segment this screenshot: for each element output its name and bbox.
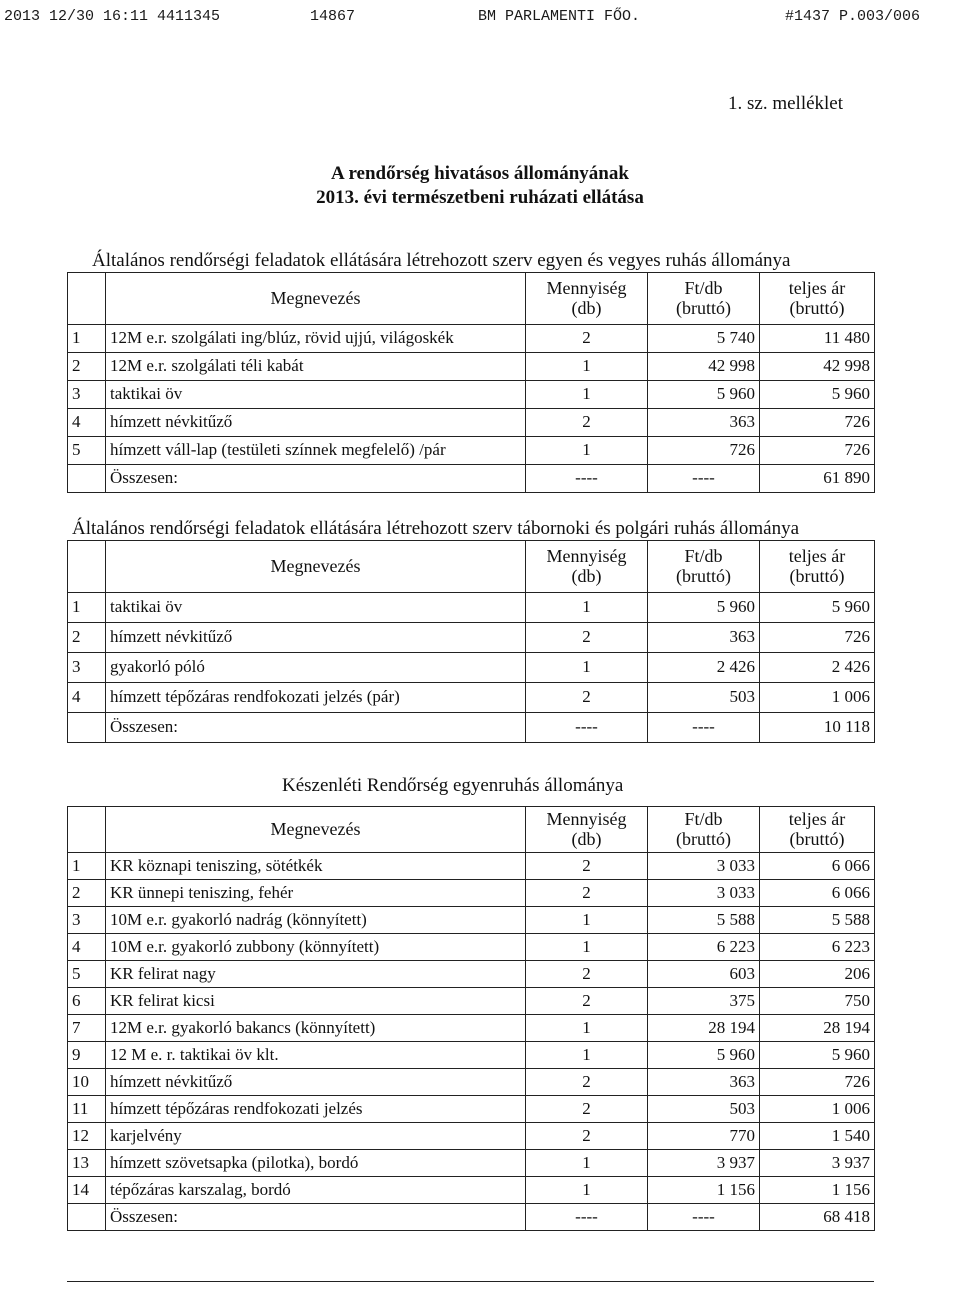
header-total-price-line-2: (bruttó) — [789, 565, 845, 586]
row-quantity: 2 — [526, 1096, 648, 1123]
row-unit-price: 3 033 — [648, 853, 760, 880]
row-item-name: hímzett névkitűző — [106, 1069, 526, 1096]
row-total-price: 11 480 — [760, 325, 875, 353]
table-row — [68, 353, 875, 381]
header-unit-price-line-1: Ft/db — [684, 808, 723, 829]
row-total-price: 726 — [760, 623, 875, 653]
row-item-name: 12 M e. r. taktikai öv klt. — [106, 1042, 526, 1069]
header-quantity — [526, 807, 648, 853]
table-header-row — [68, 807, 875, 853]
document-title-line-2: 2013. évi természetbeni ruházati ellátása — [316, 187, 644, 208]
table-row — [68, 1150, 875, 1177]
annex-label: 1. sz. melléklet — [728, 93, 844, 114]
row-quantity: 1 — [526, 1042, 648, 1069]
header-unit-price — [648, 273, 760, 325]
table-row — [68, 381, 875, 409]
header-quantity-line-2: (db) — [571, 565, 602, 586]
header-total-price-line-2: (bruttó) — [789, 297, 845, 318]
row-quantity: 2 — [526, 325, 648, 353]
row-total-price: 1 006 — [760, 683, 875, 713]
row-item-name: taktikai öv — [106, 381, 526, 409]
header-total-price-line-1: teljes ár — [788, 808, 846, 829]
table-row — [68, 683, 875, 713]
row-item-name: KR felirat kicsi — [106, 988, 526, 1015]
row-item-name: 10M e.r. gyakorló nadrág (könnyített) — [106, 907, 526, 934]
row-item-name: taktikai öv — [106, 593, 526, 623]
table-row — [68, 1177, 875, 1204]
header-unit-price — [648, 541, 760, 593]
row-unit-price: 3 033 — [648, 880, 760, 907]
header-unit-price-line-1: Ft/db — [684, 545, 723, 566]
row-item-name: KR köznapi teniszing, sötétkék — [106, 853, 526, 880]
header-quantity — [526, 541, 648, 593]
table-row — [68, 1123, 875, 1150]
row-number: 4 — [68, 409, 106, 437]
bottom-divider — [67, 1281, 874, 1282]
row-item-name: KR felirat nagy — [106, 961, 526, 988]
header-total-price — [760, 541, 875, 593]
table-row — [68, 880, 875, 907]
row-unit-price: 1 156 — [648, 1177, 760, 1204]
row-item-name: 10M e.r. gyakorló zubbony (könnyített) — [106, 934, 526, 961]
header-total-price — [760, 807, 875, 853]
table-row — [68, 409, 875, 437]
row-total-price: 6 223 — [760, 934, 875, 961]
row-quantity: 1 — [526, 934, 648, 961]
row-number: 5 — [68, 437, 106, 465]
row-number: 3 — [68, 653, 106, 683]
header-unit-price-line-2: (bruttó) — [676, 565, 731, 586]
total-row — [68, 1204, 875, 1231]
row-total-price: 5 960 — [760, 381, 875, 409]
row-quantity: 2 — [526, 988, 648, 1015]
header-unit-price-line-2: (bruttó) — [676, 828, 731, 849]
row-unit-price: 5 588 — [648, 907, 760, 934]
row-quantity: 1 — [526, 353, 648, 381]
row-quantity: 1 — [526, 1150, 648, 1177]
header-number-cell — [68, 541, 106, 593]
row-number: 5 — [68, 961, 106, 988]
row-unit-price: 6 223 — [648, 934, 760, 961]
table-row — [68, 325, 875, 353]
table-row — [68, 853, 875, 880]
header-number-cell — [68, 273, 106, 325]
row-item-name: hímzett tépőzáras rendfokozati jelzés — [106, 1096, 526, 1123]
fax-sender: BM PARLAMENTI FŐO. — [478, 8, 641, 25]
header-unit-price-line-1: Ft/db — [684, 277, 723, 298]
table-row — [68, 934, 875, 961]
row-unit-price: 5 960 — [648, 381, 760, 409]
total-quantity: ---- — [526, 1204, 648, 1231]
total-unit-price: ---- — [648, 1204, 760, 1231]
table-row — [68, 623, 875, 653]
row-unit-price: 5 960 — [648, 1042, 760, 1069]
row-number: 10 — [68, 1069, 106, 1096]
header-quantity-line-2: (db) — [571, 297, 602, 318]
header-total-price-line-1: teljes ár — [788, 277, 846, 298]
row-number: 2 — [68, 880, 106, 907]
header-unit-price-line-2: (bruttó) — [676, 297, 731, 318]
row-item-name: karjelvény — [106, 1123, 526, 1150]
header-quantity-line-1: Mennyiség — [546, 277, 627, 298]
section-heading-1: Általános rendőrségi feladatok ellátására létrehozott szerv egyen és vegyes ruhás állománya — [92, 250, 791, 271]
row-unit-price: 5 960 — [648, 593, 760, 623]
header-total-price — [760, 273, 875, 325]
row-item-name: hímzett névkitűző — [106, 623, 526, 653]
total-amount: 10 118 — [760, 713, 875, 743]
row-unit-price: 770 — [648, 1123, 760, 1150]
header-total-price-line-1: teljes ár — [788, 545, 846, 566]
header-quantity — [526, 273, 648, 325]
items-table-1 — [67, 272, 875, 493]
total-label: Összesen: — [106, 713, 526, 743]
row-item-name: hímzett szövetsapka (pilotka), bordó — [106, 1150, 526, 1177]
row-total-price: 3 937 — [760, 1150, 875, 1177]
row-number: 12 — [68, 1123, 106, 1150]
row-total-price: 1 006 — [760, 1096, 875, 1123]
row-total-price: 28 194 — [760, 1015, 875, 1042]
fax-header — [0, 8, 960, 28]
header-quantity-line-1: Mennyiség — [546, 545, 627, 566]
row-total-price: 5 960 — [760, 1042, 875, 1069]
header-quantity-line-2: (db) — [571, 828, 602, 849]
row-number: 3 — [68, 381, 106, 409]
row-quantity: 1 — [526, 381, 648, 409]
row-quantity: 2 — [526, 683, 648, 713]
row-number: 4 — [68, 683, 106, 713]
total-label: Összesen: — [106, 1204, 526, 1231]
table-row — [68, 1096, 875, 1123]
fax-page-number: #1437 P.003/006 — [785, 8, 921, 25]
fax-code: 14867 — [310, 8, 356, 25]
row-number: 14 — [68, 1177, 106, 1204]
row-number: 3 — [68, 907, 106, 934]
row-unit-price: 375 — [648, 988, 760, 1015]
total-row — [68, 713, 875, 743]
row-item-name: hímzett névkitűző — [106, 409, 526, 437]
row-quantity: 1 — [526, 653, 648, 683]
row-total-price: 6 066 — [760, 880, 875, 907]
total-amount: 61 890 — [760, 465, 875, 493]
table-row — [68, 437, 875, 465]
header-quantity-line-1: Mennyiség — [546, 808, 627, 829]
total-amount: 68 418 — [760, 1204, 875, 1231]
table-header-row — [68, 273, 875, 325]
row-quantity: 1 — [526, 437, 648, 465]
row-total-price: 1 156 — [760, 1177, 875, 1204]
items-table-2 — [67, 540, 875, 743]
table-row — [68, 593, 875, 623]
row-total-price: 726 — [760, 437, 875, 465]
row-number: 1 — [68, 325, 106, 353]
header-number-cell — [68, 807, 106, 853]
row-quantity: 1 — [526, 1177, 648, 1204]
items-table-3 — [67, 806, 875, 1231]
row-unit-price: 3 937 — [648, 1150, 760, 1177]
table-row — [68, 907, 875, 934]
row-quantity: 2 — [526, 961, 648, 988]
header-unit-price — [648, 807, 760, 853]
table-row — [68, 653, 875, 683]
row-quantity: 2 — [526, 1069, 648, 1096]
total-quantity: ---- — [526, 465, 648, 493]
row-quantity: 2 — [526, 1123, 648, 1150]
row-unit-price: 726 — [648, 437, 760, 465]
total-unit-price: ---- — [648, 465, 760, 493]
row-unit-price: 363 — [648, 623, 760, 653]
table-header-row — [68, 541, 875, 593]
row-quantity: 2 — [526, 623, 648, 653]
row-quantity: 2 — [526, 409, 648, 437]
row-unit-price: 603 — [648, 961, 760, 988]
row-number: 9 — [68, 1042, 106, 1069]
total-label: Összesen: — [106, 465, 526, 493]
table-row — [68, 1042, 875, 1069]
table-row — [68, 1015, 875, 1042]
header-total-price-line-2: (bruttó) — [789, 828, 845, 849]
row-total-price: 2 426 — [760, 653, 875, 683]
total-quantity: ---- — [526, 713, 648, 743]
row-quantity: 1 — [526, 907, 648, 934]
row-total-price: 206 — [760, 961, 875, 988]
row-unit-price: 503 — [648, 1096, 760, 1123]
total-number-cell — [68, 713, 106, 743]
table-row — [68, 988, 875, 1015]
row-unit-price: 42 998 — [648, 353, 760, 381]
header-name: Megnevezés — [106, 273, 526, 325]
row-unit-price: 363 — [648, 1069, 760, 1096]
row-number: 6 — [68, 988, 106, 1015]
row-item-name: KR ünnepi teniszing, fehér — [106, 880, 526, 907]
row-total-price: 6 066 — [760, 853, 875, 880]
row-number: 2 — [68, 353, 106, 381]
row-unit-price: 2 426 — [648, 653, 760, 683]
row-unit-price: 363 — [648, 409, 760, 437]
row-number: 2 — [68, 623, 106, 653]
row-number: 1 — [68, 853, 106, 880]
row-total-price: 726 — [760, 409, 875, 437]
row-unit-price: 5 740 — [648, 325, 760, 353]
row-unit-price: 28 194 — [648, 1015, 760, 1042]
row-quantity: 2 — [526, 853, 648, 880]
total-row — [68, 465, 875, 493]
row-total-price: 726 — [760, 1069, 875, 1096]
row-number: 13 — [68, 1150, 106, 1177]
table-row — [68, 1069, 875, 1096]
row-unit-price: 503 — [648, 683, 760, 713]
table-row — [68, 961, 875, 988]
row-item-name: 12M e.r. gyakorló bakancs (könnyített) — [106, 1015, 526, 1042]
row-item-name: tépőzáras karszalag, bordó — [106, 1177, 526, 1204]
section-heading-3: Készenléti Rendőrség egyenruhás állománya — [282, 775, 624, 796]
row-number: 1 — [68, 593, 106, 623]
section-heading-2: Általános rendőrségi feladatok ellátására létrehozott szerv tábornoki és polgári ruhás állománya — [72, 518, 800, 539]
row-item-name: hímzett váll-lap (testületi színnek megfelelő) /pár — [106, 437, 526, 465]
total-number-cell — [68, 465, 106, 493]
row-quantity: 1 — [526, 1015, 648, 1042]
row-item-name: gyakorló póló — [106, 653, 526, 683]
header-name: Megnevezés — [106, 807, 526, 853]
document-title-line-1: A rendőrség hivatásos állományának — [331, 163, 629, 184]
row-total-price: 5 588 — [760, 907, 875, 934]
row-number: 7 — [68, 1015, 106, 1042]
total-number-cell — [68, 1204, 106, 1231]
row-number: 4 — [68, 934, 106, 961]
row-item-name: 12M e.r. szolgálati ing/blúz, rövid ujjú, világoskék — [106, 325, 526, 353]
row-quantity: 2 — [526, 880, 648, 907]
row-total-price: 1 540 — [760, 1123, 875, 1150]
total-unit-price: ---- — [648, 713, 760, 743]
row-total-price: 750 — [760, 988, 875, 1015]
fax-date-time: 2013 12/30 16:11 4411345 — [4, 8, 221, 25]
row-item-name: hímzett tépőzáras rendfokozati jelzés (pár) — [106, 683, 526, 713]
row-quantity: 1 — [526, 593, 648, 623]
row-number: 11 — [68, 1096, 106, 1123]
row-total-price: 5 960 — [760, 593, 875, 623]
row-total-price: 42 998 — [760, 353, 875, 381]
header-name: Megnevezés — [106, 541, 526, 593]
row-item-name: 12M e.r. szolgálati téli kabát — [106, 353, 526, 381]
